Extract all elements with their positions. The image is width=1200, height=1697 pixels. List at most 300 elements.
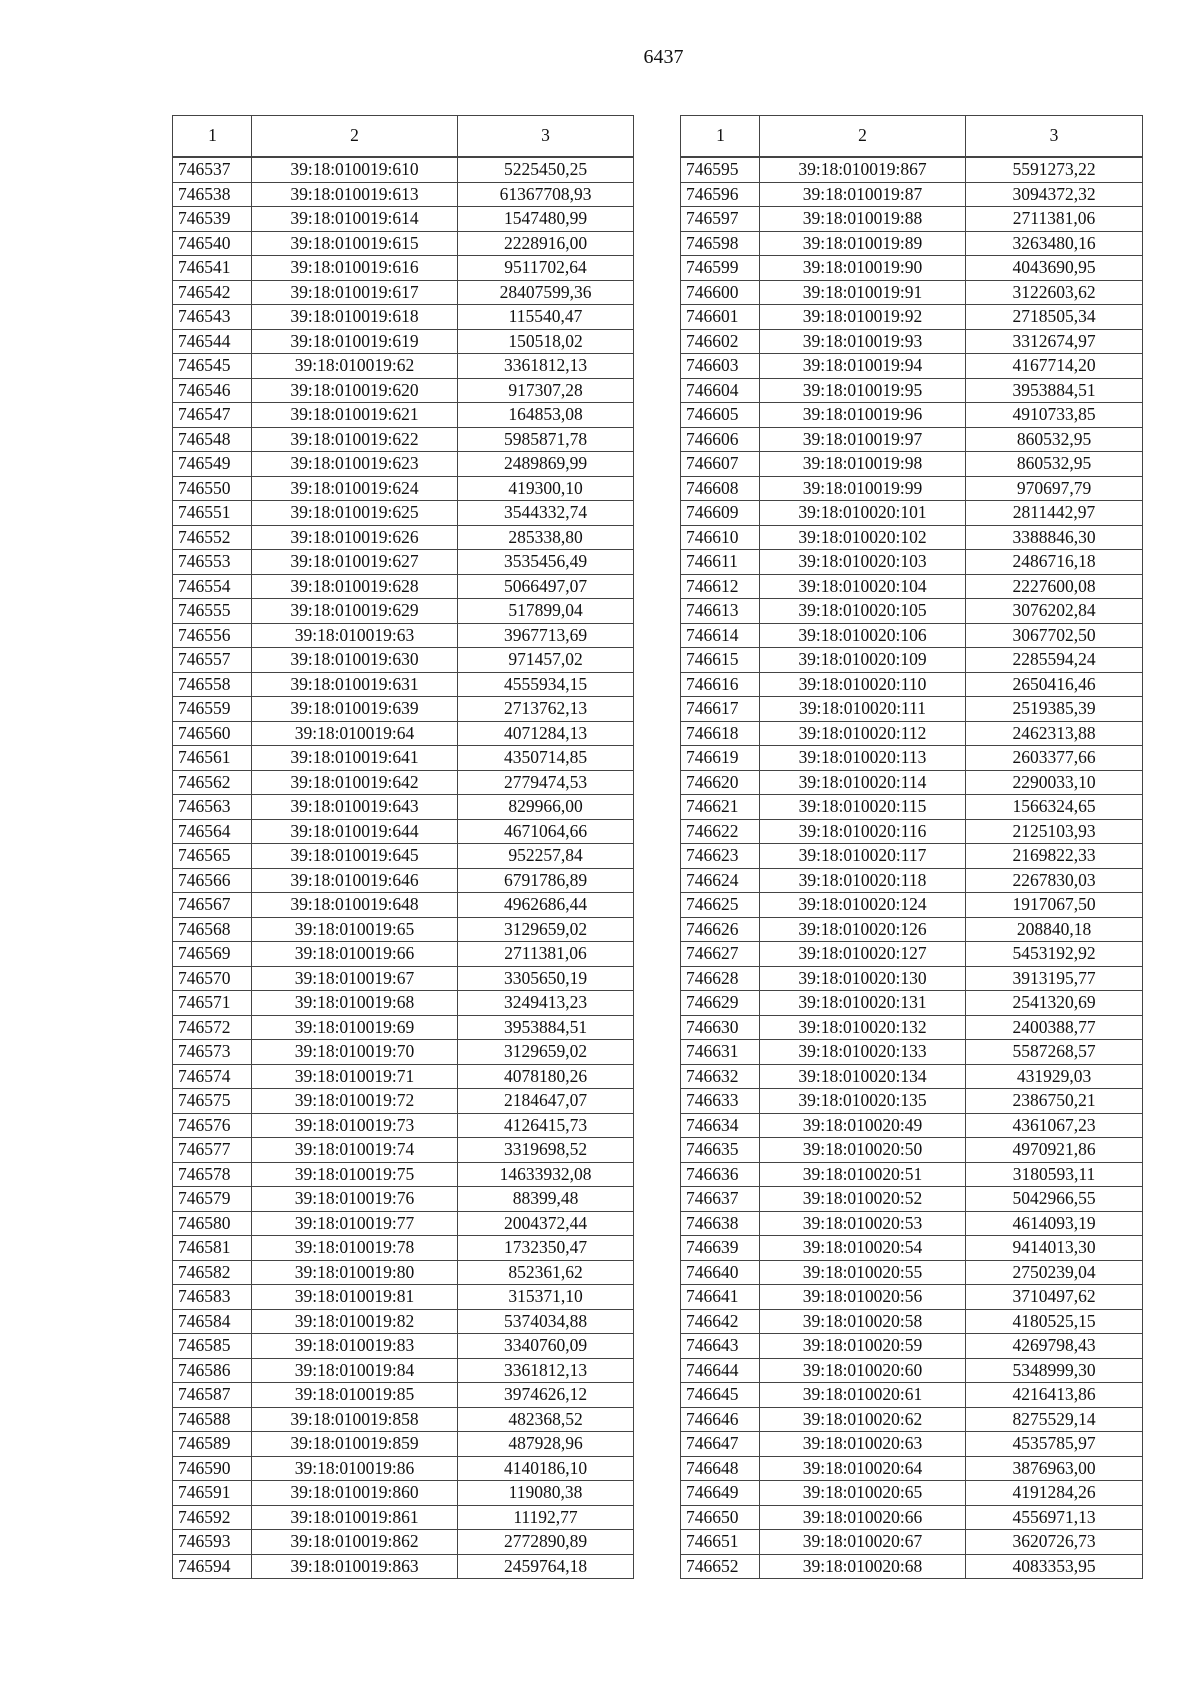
column-1-cell: 746612 bbox=[681, 574, 760, 599]
column-2-cell: 39:18:010019:72 bbox=[252, 1089, 458, 1114]
column-1-cell: 746555 bbox=[173, 599, 252, 624]
column-2-cell: 39:18:010019:619 bbox=[252, 329, 458, 354]
column-2-cell: 39:18:010020:56 bbox=[760, 1285, 966, 1310]
column-1-cell: 746646 bbox=[681, 1407, 760, 1432]
column-2-cell: 39:18:010019:623 bbox=[252, 452, 458, 477]
column-2-cell: 39:18:010019:630 bbox=[252, 648, 458, 673]
column-2-cell: 39:18:010020:111 bbox=[760, 697, 966, 722]
column-2-cell: 39:18:010020:101 bbox=[760, 501, 966, 526]
column-3-cell: 5453192,92 bbox=[966, 942, 1143, 967]
column-3-cell: 4180525,15 bbox=[966, 1309, 1143, 1334]
column-1-cell: 746588 bbox=[173, 1407, 252, 1432]
column-3-cell: 4043690,95 bbox=[966, 256, 1143, 281]
column-3-cell: 2267830,03 bbox=[966, 868, 1143, 893]
table-row bbox=[173, 1089, 634, 1114]
column-1-cell: 746559 bbox=[173, 697, 252, 722]
column-2-cell: 39:18:010020:133 bbox=[760, 1040, 966, 1065]
column-3-cell: 4078180,26 bbox=[458, 1064, 634, 1089]
column-3-cell: 3953884,51 bbox=[966, 378, 1143, 403]
column-3-cell: 2772890,89 bbox=[458, 1530, 634, 1555]
column-1-cell: 746583 bbox=[173, 1285, 252, 1310]
column-2-cell: 39:18:010019:64 bbox=[252, 721, 458, 746]
column-1-cell: 746558 bbox=[173, 672, 252, 697]
column-3-cell: 3180593,11 bbox=[966, 1162, 1143, 1187]
column-1-cell: 746579 bbox=[173, 1187, 252, 1212]
column-1-cell: 746628 bbox=[681, 966, 760, 991]
column-2-cell: 39:18:010019:71 bbox=[252, 1064, 458, 1089]
column-1-cell: 746573 bbox=[173, 1040, 252, 1065]
column-1-cell: 746591 bbox=[173, 1481, 252, 1506]
column-3-cell: 3535456,49 bbox=[458, 550, 634, 575]
column-1-cell: 746570 bbox=[173, 966, 252, 991]
column-3-cell: 5985871,78 bbox=[458, 427, 634, 452]
column-2-cell: 39:18:010019:88 bbox=[760, 207, 966, 232]
table-row bbox=[681, 1236, 1143, 1261]
column-3-cell: 2462313,88 bbox=[966, 721, 1143, 746]
column-1-cell: 746543 bbox=[173, 305, 252, 330]
column-3-cell: 4140186,10 bbox=[458, 1456, 634, 1481]
column-3-cell: 4269798,43 bbox=[966, 1334, 1143, 1359]
column-1-cell: 746576 bbox=[173, 1113, 252, 1138]
column-3-cell: 164853,08 bbox=[458, 403, 634, 428]
column-1-cell: 746647 bbox=[681, 1432, 760, 1457]
column-1-cell: 746595 bbox=[681, 157, 760, 182]
column-3-cell: 2400388,77 bbox=[966, 1015, 1143, 1040]
column-3-cell: 2285594,24 bbox=[966, 648, 1143, 673]
column-2-cell: 39:18:010020:117 bbox=[760, 844, 966, 869]
column-3-cell: 2386750,21 bbox=[966, 1089, 1143, 1114]
column-3-cell: 2718505,34 bbox=[966, 305, 1143, 330]
column-2-cell: 39:18:010019:639 bbox=[252, 697, 458, 722]
column-3-cell: 3094372,32 bbox=[966, 182, 1143, 207]
column-3-cell: 11192,77 bbox=[458, 1505, 634, 1530]
column-1-cell: 746541 bbox=[173, 256, 252, 281]
column-2-cell: 39:18:010019:95 bbox=[760, 378, 966, 403]
column-1-cell: 746542 bbox=[173, 280, 252, 305]
column-1-cell: 746602 bbox=[681, 329, 760, 354]
column-1-cell: 746596 bbox=[681, 182, 760, 207]
column-1-cell: 746621 bbox=[681, 795, 760, 820]
table-row bbox=[681, 1407, 1143, 1432]
table-row bbox=[173, 991, 634, 1016]
column-1-cell: 746593 bbox=[173, 1530, 252, 1555]
column-2-cell: 39:18:010019:94 bbox=[760, 354, 966, 379]
table-row bbox=[173, 1187, 634, 1212]
column-2-cell: 39:18:010019:99 bbox=[760, 476, 966, 501]
column-1-cell: 746569 bbox=[173, 942, 252, 967]
column-3-cell: 4167714,20 bbox=[966, 354, 1143, 379]
header-cell-1: 1 bbox=[173, 116, 252, 158]
column-3-cell: 3319698,52 bbox=[458, 1138, 634, 1163]
table-row bbox=[681, 599, 1143, 624]
column-3-cell: 2004372,44 bbox=[458, 1211, 634, 1236]
column-2-cell: 39:18:010019:92 bbox=[760, 305, 966, 330]
column-3-cell: 4556971,13 bbox=[966, 1505, 1143, 1530]
column-3-cell: 3974626,12 bbox=[458, 1383, 634, 1408]
column-2-cell: 39:18:010019:68 bbox=[252, 991, 458, 1016]
column-3-cell: 2227600,08 bbox=[966, 574, 1143, 599]
column-3-cell: 1547480,99 bbox=[458, 207, 634, 232]
column-3-cell: 852361,62 bbox=[458, 1260, 634, 1285]
column-2-cell: 39:18:010020:112 bbox=[760, 721, 966, 746]
table-row bbox=[681, 452, 1143, 477]
column-1-cell: 746642 bbox=[681, 1309, 760, 1334]
table-row bbox=[681, 623, 1143, 648]
column-3-cell: 6791786,89 bbox=[458, 868, 634, 893]
column-1-cell: 746652 bbox=[681, 1554, 760, 1579]
table-row bbox=[173, 697, 634, 722]
column-2-cell: 39:18:010019:631 bbox=[252, 672, 458, 697]
header-cell-2: 2 bbox=[760, 116, 966, 158]
column-3-cell: 5042966,55 bbox=[966, 1187, 1143, 1212]
column-2-cell: 39:18:010019:63 bbox=[252, 623, 458, 648]
column-3-cell: 61367708,93 bbox=[458, 182, 634, 207]
table-row bbox=[681, 942, 1143, 967]
column-3-cell: 285338,80 bbox=[458, 525, 634, 550]
column-1-cell: 746551 bbox=[173, 501, 252, 526]
column-3-cell: 208840,18 bbox=[966, 917, 1143, 942]
column-2-cell: 39:18:010020:64 bbox=[760, 1456, 966, 1481]
table-row bbox=[173, 1334, 634, 1359]
column-3-cell: 4962686,44 bbox=[458, 893, 634, 918]
column-3-cell: 2459764,18 bbox=[458, 1554, 634, 1579]
column-1-cell: 746585 bbox=[173, 1334, 252, 1359]
column-3-cell: 115540,47 bbox=[458, 305, 634, 330]
column-3-cell: 4083353,95 bbox=[966, 1554, 1143, 1579]
column-3-cell: 2811442,97 bbox=[966, 501, 1143, 526]
column-1-cell: 746605 bbox=[681, 403, 760, 428]
column-3-cell: 9511702,64 bbox=[458, 256, 634, 281]
column-2-cell: 39:18:010019:646 bbox=[252, 868, 458, 893]
column-2-cell: 39:18:010019:861 bbox=[252, 1505, 458, 1530]
column-2-cell: 39:18:010019:77 bbox=[252, 1211, 458, 1236]
column-1-cell: 746618 bbox=[681, 721, 760, 746]
column-2-cell: 39:18:010019:67 bbox=[252, 966, 458, 991]
table-row bbox=[173, 1309, 634, 1334]
column-2-cell: 39:18:010019:643 bbox=[252, 795, 458, 820]
column-1-cell: 746629 bbox=[681, 991, 760, 1016]
column-3-cell: 150518,02 bbox=[458, 329, 634, 354]
table-row bbox=[173, 1407, 634, 1432]
table-row bbox=[173, 1138, 634, 1163]
column-2-cell: 39:18:010020:115 bbox=[760, 795, 966, 820]
table-row bbox=[681, 280, 1143, 305]
header-cell-1: 1 bbox=[681, 116, 760, 158]
table-row bbox=[681, 207, 1143, 232]
column-1-cell: 746607 bbox=[681, 452, 760, 477]
column-2-cell: 39:18:010019:614 bbox=[252, 207, 458, 232]
column-3-cell: 431929,03 bbox=[966, 1064, 1143, 1089]
column-2-cell: 39:18:010020:132 bbox=[760, 1015, 966, 1040]
table-row bbox=[681, 991, 1143, 1016]
table-row bbox=[681, 574, 1143, 599]
column-1-cell: 746601 bbox=[681, 305, 760, 330]
column-3-cell: 2713762,13 bbox=[458, 697, 634, 722]
column-1-cell: 746537 bbox=[173, 157, 252, 182]
column-3-cell: 3967713,69 bbox=[458, 623, 634, 648]
column-1-cell: 746626 bbox=[681, 917, 760, 942]
table-row bbox=[681, 844, 1143, 869]
column-3-cell: 1566324,65 bbox=[966, 795, 1143, 820]
table-row bbox=[173, 844, 634, 869]
column-1-cell: 746556 bbox=[173, 623, 252, 648]
column-1-cell: 746548 bbox=[173, 427, 252, 452]
table-row bbox=[173, 819, 634, 844]
table-row bbox=[173, 427, 634, 452]
table-row bbox=[173, 1211, 634, 1236]
column-2-cell: 39:18:010019:93 bbox=[760, 329, 966, 354]
header-cell-3: 3 bbox=[458, 116, 634, 158]
column-1-cell: 746600 bbox=[681, 280, 760, 305]
table-row bbox=[681, 1187, 1143, 1212]
column-1-cell: 746563 bbox=[173, 795, 252, 820]
column-3-cell: 829966,00 bbox=[458, 795, 634, 820]
column-3-cell: 1732350,47 bbox=[458, 1236, 634, 1261]
table-row bbox=[681, 329, 1143, 354]
table-row bbox=[173, 476, 634, 501]
table-row bbox=[173, 354, 634, 379]
column-1-cell: 746611 bbox=[681, 550, 760, 575]
table-row bbox=[681, 1554, 1143, 1579]
column-2-cell: 39:18:010019:81 bbox=[252, 1285, 458, 1310]
column-1-cell: 746603 bbox=[681, 354, 760, 379]
column-3-cell: 419300,10 bbox=[458, 476, 634, 501]
column-1-cell: 746610 bbox=[681, 525, 760, 550]
column-1-cell: 746636 bbox=[681, 1162, 760, 1187]
column-2-cell: 39:18:010020:55 bbox=[760, 1260, 966, 1285]
table-row bbox=[681, 1505, 1143, 1530]
column-3-cell: 3953884,51 bbox=[458, 1015, 634, 1040]
table-row bbox=[681, 868, 1143, 893]
column-3-cell: 2711381,06 bbox=[966, 207, 1143, 232]
column-3-cell: 4555934,15 bbox=[458, 672, 634, 697]
column-2-cell: 39:18:010019:610 bbox=[252, 157, 458, 182]
column-3-cell: 4535785,97 bbox=[966, 1432, 1143, 1457]
column-2-cell: 39:18:010019:83 bbox=[252, 1334, 458, 1359]
table-row bbox=[173, 746, 634, 771]
column-1-cell: 746554 bbox=[173, 574, 252, 599]
column-2-cell: 39:18:010020:126 bbox=[760, 917, 966, 942]
column-1-cell: 746622 bbox=[681, 819, 760, 844]
table-row bbox=[173, 1285, 634, 1310]
column-1-cell: 746544 bbox=[173, 329, 252, 354]
column-1-cell: 746549 bbox=[173, 452, 252, 477]
column-3-cell: 3122603,62 bbox=[966, 280, 1143, 305]
column-3-cell: 2169822,33 bbox=[966, 844, 1143, 869]
column-1-cell: 746580 bbox=[173, 1211, 252, 1236]
column-2-cell: 39:18:010019:96 bbox=[760, 403, 966, 428]
column-1-cell: 746564 bbox=[173, 819, 252, 844]
column-2-cell: 39:18:010020:104 bbox=[760, 574, 966, 599]
column-1-cell: 746562 bbox=[173, 770, 252, 795]
column-2-cell: 39:18:010019:629 bbox=[252, 599, 458, 624]
column-3-cell: 4126415,73 bbox=[458, 1113, 634, 1138]
column-1-cell: 746589 bbox=[173, 1432, 252, 1457]
column-2-cell: 39:18:010020:50 bbox=[760, 1138, 966, 1163]
table-row bbox=[173, 256, 634, 281]
table-row bbox=[173, 770, 634, 795]
table-row bbox=[173, 1456, 634, 1481]
column-1-cell: 746606 bbox=[681, 427, 760, 452]
data-table-right bbox=[680, 115, 1143, 1579]
column-3-cell: 4614093,19 bbox=[966, 1211, 1143, 1236]
table-row bbox=[173, 1432, 634, 1457]
table-row bbox=[173, 1015, 634, 1040]
column-3-cell: 2750239,04 bbox=[966, 1260, 1143, 1285]
table-row bbox=[173, 1505, 634, 1530]
table-row bbox=[681, 1089, 1143, 1114]
column-1-cell: 746553 bbox=[173, 550, 252, 575]
column-3-cell: 3544332,74 bbox=[458, 501, 634, 526]
column-2-cell: 39:18:010019:78 bbox=[252, 1236, 458, 1261]
table-row bbox=[681, 1383, 1143, 1408]
column-2-cell: 39:18:010019:80 bbox=[252, 1260, 458, 1285]
header-cell-3: 3 bbox=[966, 116, 1143, 158]
table-row bbox=[681, 648, 1143, 673]
table-header-row bbox=[681, 116, 1143, 158]
column-1-cell: 746577 bbox=[173, 1138, 252, 1163]
column-3-cell: 3249413,23 bbox=[458, 991, 634, 1016]
column-3-cell: 2779474,53 bbox=[458, 770, 634, 795]
column-3-cell: 2603377,66 bbox=[966, 746, 1143, 771]
column-1-cell: 746651 bbox=[681, 1530, 760, 1555]
column-1-cell: 746584 bbox=[173, 1309, 252, 1334]
column-2-cell: 39:18:010019:613 bbox=[252, 182, 458, 207]
table-row bbox=[173, 1040, 634, 1065]
column-2-cell: 39:18:010020:66 bbox=[760, 1505, 966, 1530]
column-3-cell: 4071284,13 bbox=[458, 721, 634, 746]
column-3-cell: 5225450,25 bbox=[458, 157, 634, 182]
table-row bbox=[173, 1064, 634, 1089]
column-2-cell: 39:18:010019:615 bbox=[252, 231, 458, 256]
column-2-cell: 39:18:010020:130 bbox=[760, 966, 966, 991]
column-1-cell: 746632 bbox=[681, 1064, 760, 1089]
column-3-cell: 2489869,99 bbox=[458, 452, 634, 477]
column-2-cell: 39:18:010020:105 bbox=[760, 599, 966, 624]
column-2-cell: 39:18:010019:645 bbox=[252, 844, 458, 869]
column-3-cell: 971457,02 bbox=[458, 648, 634, 673]
column-2-cell: 39:18:010020:103 bbox=[760, 550, 966, 575]
column-1-cell: 746649 bbox=[681, 1481, 760, 1506]
column-2-cell: 39:18:010019:862 bbox=[252, 1530, 458, 1555]
column-1-cell: 746599 bbox=[681, 256, 760, 281]
table-row bbox=[173, 182, 634, 207]
page-number: 6437 bbox=[643, 46, 684, 68]
table-row bbox=[681, 819, 1143, 844]
column-3-cell: 2228916,00 bbox=[458, 231, 634, 256]
column-3-cell: 3876963,00 bbox=[966, 1456, 1143, 1481]
column-2-cell: 39:18:010020:109 bbox=[760, 648, 966, 673]
column-2-cell: 39:18:010020:59 bbox=[760, 1334, 966, 1359]
column-3-cell: 917307,28 bbox=[458, 378, 634, 403]
column-1-cell: 746594 bbox=[173, 1554, 252, 1579]
table-row bbox=[681, 1334, 1143, 1359]
column-1-cell: 746614 bbox=[681, 623, 760, 648]
table-row bbox=[173, 378, 634, 403]
column-1-cell: 746568 bbox=[173, 917, 252, 942]
column-2-cell: 39:18:010019:618 bbox=[252, 305, 458, 330]
column-1-cell: 746557 bbox=[173, 648, 252, 673]
column-2-cell: 39:18:010020:113 bbox=[760, 746, 966, 771]
column-2-cell: 39:18:010019:86 bbox=[252, 1456, 458, 1481]
table-row bbox=[681, 1064, 1143, 1089]
column-1-cell: 746574 bbox=[173, 1064, 252, 1089]
column-1-cell: 746552 bbox=[173, 525, 252, 550]
table-row bbox=[173, 452, 634, 477]
table-row bbox=[681, 893, 1143, 918]
table-row bbox=[681, 1162, 1143, 1187]
column-3-cell: 3129659,02 bbox=[458, 917, 634, 942]
column-3-cell: 4361067,23 bbox=[966, 1113, 1143, 1138]
column-2-cell: 39:18:010020:52 bbox=[760, 1187, 966, 1212]
table-row bbox=[681, 672, 1143, 697]
table-row bbox=[681, 1530, 1143, 1555]
column-2-cell: 39:18:010019:624 bbox=[252, 476, 458, 501]
column-3-cell: 2486716,18 bbox=[966, 550, 1143, 575]
table-row bbox=[681, 1040, 1143, 1065]
column-2-cell: 39:18:010019:76 bbox=[252, 1187, 458, 1212]
column-3-cell: 2125103,93 bbox=[966, 819, 1143, 844]
column-3-cell: 2290033,10 bbox=[966, 770, 1143, 795]
column-1-cell: 746641 bbox=[681, 1285, 760, 1310]
column-1-cell: 746578 bbox=[173, 1162, 252, 1187]
column-2-cell: 39:18:010019:98 bbox=[760, 452, 966, 477]
column-3-cell: 2519385,39 bbox=[966, 697, 1143, 722]
column-2-cell: 39:18:010019:74 bbox=[252, 1138, 458, 1163]
column-3-cell: 952257,84 bbox=[458, 844, 634, 869]
column-2-cell: 39:18:010020:134 bbox=[760, 1064, 966, 1089]
column-2-cell: 39:18:010020:65 bbox=[760, 1481, 966, 1506]
column-2-cell: 39:18:010019:66 bbox=[252, 942, 458, 967]
column-1-cell: 746540 bbox=[173, 231, 252, 256]
column-1-cell: 746539 bbox=[173, 207, 252, 232]
column-1-cell: 746582 bbox=[173, 1260, 252, 1285]
column-3-cell: 4216413,86 bbox=[966, 1383, 1143, 1408]
column-2-cell: 39:18:010019:617 bbox=[252, 280, 458, 305]
column-2-cell: 39:18:010019:616 bbox=[252, 256, 458, 281]
column-3-cell: 1917067,50 bbox=[966, 893, 1143, 918]
table-row bbox=[173, 648, 634, 673]
column-1-cell: 746627 bbox=[681, 942, 760, 967]
column-1-cell: 746604 bbox=[681, 378, 760, 403]
column-1-cell: 746575 bbox=[173, 1089, 252, 1114]
column-3-cell: 5374034,88 bbox=[458, 1309, 634, 1334]
column-1-cell: 746623 bbox=[681, 844, 760, 869]
column-3-cell: 4350714,85 bbox=[458, 746, 634, 771]
column-1-cell: 746592 bbox=[173, 1505, 252, 1530]
column-1-cell: 746637 bbox=[681, 1187, 760, 1212]
column-3-cell: 860532,95 bbox=[966, 452, 1143, 477]
table-row bbox=[173, 305, 634, 330]
column-1-cell: 746615 bbox=[681, 648, 760, 673]
column-1-cell: 746550 bbox=[173, 476, 252, 501]
column-1-cell: 746587 bbox=[173, 1383, 252, 1408]
column-3-cell: 5587268,57 bbox=[966, 1040, 1143, 1065]
table-row bbox=[173, 550, 634, 575]
column-2-cell: 39:18:010019:70 bbox=[252, 1040, 458, 1065]
column-3-cell: 3710497,62 bbox=[966, 1285, 1143, 1310]
column-1-cell: 746638 bbox=[681, 1211, 760, 1236]
column-3-cell: 3067702,50 bbox=[966, 623, 1143, 648]
column-3-cell: 5066497,07 bbox=[458, 574, 634, 599]
table-row bbox=[173, 1481, 634, 1506]
column-3-cell: 487928,96 bbox=[458, 1432, 634, 1457]
column-2-cell: 39:18:010020:63 bbox=[760, 1432, 966, 1457]
column-1-cell: 746620 bbox=[681, 770, 760, 795]
column-3-cell: 4191284,26 bbox=[966, 1481, 1143, 1506]
table-row bbox=[173, 1162, 634, 1187]
column-3-cell: 3620726,73 bbox=[966, 1530, 1143, 1555]
